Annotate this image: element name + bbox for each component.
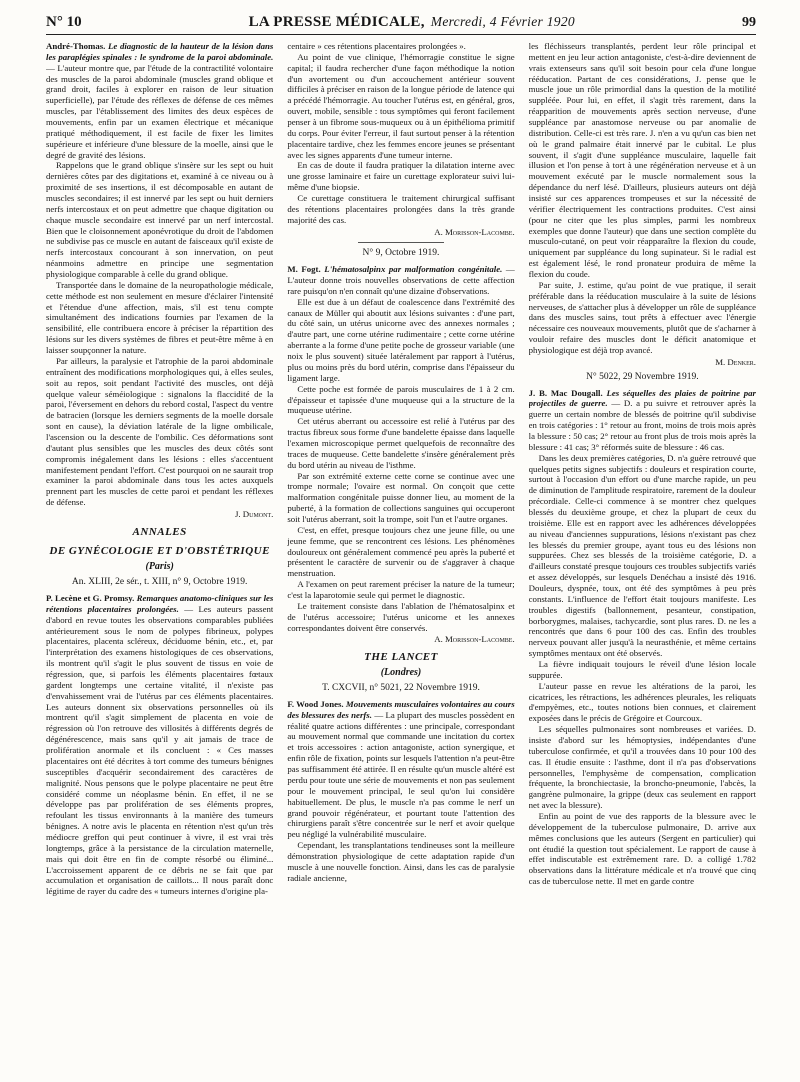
issue-number: N° 10 (46, 14, 82, 30)
article-paragraph: P. Lecène et G. Promsy. Remarques anatomo-cliniques sur les rétentions placentaires prolongées. — Les auteurs passent d'abord en revue toutes les observations comparables publiées antérieurement sous le nom de polypes fibrineux, polypes placentaires, placenta scléreux, déciduome bénin, etc., et, par l'interprétation des examens histologiques de ces observations, ils montrent qu'il s'agit le plus souvent de tissus en voie de régression, que, si parfois les éléments placentaires fœtaux gardent longtemps une certaine vitalité, il n'existe pas d'envahissement vrai de l'utérus par ces éléments placentaires. Les auteurs donnent six observations personnelles où ils montrent qu'il s'agit simplement de placenta en voie de régression où l'on retrouve des villosités à différents degrés de dégénérescence, mais sans qu'il y ait jamais de trace de prolifération anormale et ils concluent : « Ces masses placentaires ont été décrites à tort comme des tumeurs bénignes susceptibles d'acquérir secondairement des caractères de malignité. Nous pensons que le polype placentaire ne peut être considéré comme un néoplasme bénin. En effet, il ne se développe pas par prolifération de ses éléments propres, refoulant les tissus environnants à la manière des tumeurs bénignes. A notre avis le placenta en rétention n'est qu'un très médiocre greffon qui peut continuer à vivre, il est vrai très longtemps, grâce à la persistance de la circulation maternelle, mais qui doit être en fin de compte résorbé ou éliminé... L'accroissement apparent de ce débris ne se fait que par accumulation et organisation de caillots... Il nous paraît donc légitime de rayer du cadre des « tumeurs internes d'origine pla- (46, 593, 274, 897)
article-paragraph: Cette poche est formée de parois musculaires de 1 à 2 cm. d'épaisseur et tapissée d'une muqueuse qui a la structure de la muqueuse utérine. (287, 383, 515, 416)
article-title: Le diagnostic de la hauteur de la lésion dans les paraplégies spinales : le syndrome de la paroi abdominale. (46, 41, 274, 62)
reviewer-signature: A. Morisson-Lacombe. (434, 634, 515, 645)
section-city: (Londres) (380, 666, 422, 678)
article-title: Les séquelles des plaies de poitrine par projectiles de guerre. (528, 387, 756, 409)
article-title: L'hématosalpinx par malformation congénitale. (324, 264, 503, 275)
article-paragraph: J. B. Mac Dougall. Les séquelles des plaies de poitrine par projectiles de guerre. — D. a pu suivre et retrouver après la guerre un certain nombre de blessés de poitrine qu'il subdivise en trois catégories : 1° retour au front, moins de trois mois après la blessure : 50 cas; 2° retour au front plus de trois mois après la blessure : 41 cas; 3° réformés suite de blessure : 46 cas. (528, 387, 756, 452)
article-authors: J. B. Mac Dougall. (528, 387, 603, 398)
article-paragraph: André-Thomas. Le diagnostic de la hauteur de la lésion dans les paraplégies spinales : le syndrome de la paroi abdominale. — L'auteur montre que, par l'étude de la contractilité volontaire des muscles de la paroi abdominale (muscles grand oblique et grand droit, faciles à explorer en raison de leur situation superficielle), par l'étude des réflexes de défense de ces mêmes muscles, par l'établissement des limites des deux espèces de mouvements, enfin par un examen électrique et mécanique pratiqué méthodiquement, il est facile de fixer les limites supérieure et inférieure d'une blessure de la moelle, ainsi que le degré de gravité des lésions. (46, 41, 274, 160)
article-authors: André-Thomas. (46, 41, 106, 51)
article-paragraph: Enfin au point de vue des rapports de la blessure avec le développement de la tuberculose pulmonaire, D. arrive aux mêmes conclusions que les auteurs (Sergent en particulier) qui ont étudié la question tout spécialement. Le rapport de cause à effet indiscutable est extrêmement rare. D. a colligé 1.782 observations dans la littérature médicale et n'a trouvé que cinq cas de tuberculose nette. Il met en garde contre (528, 811, 756, 887)
section-city: (Paris) (145, 560, 174, 572)
article-paragraph: Cet utérus aberrant ou accessoire est relié à l'utérus par des tractus fibreux sous forme d'une bandelette épaisse dans laquelle l'examen microscopique permet quelquefois de reconnaître des traces de muqueuse. Cette bandelette s'insère généralement près du bord utérin au niveau de l'isthme. (287, 416, 515, 470)
article-paragraph: A l'examen on peut rarement préciser la nature de la tumeur; c'est la laparotomie seule qui permet le diagnostic. (287, 579, 515, 600)
article-paragraph: M. Fogt. L'hématosalpinx par malformation congénitale. — L'auteur donne trois nouvelles observations de cette affection rare puisqu'on n'en connaît qu'une dizaine d'observations. (287, 264, 515, 296)
column-2 (287, 41, 514, 1081)
article-title: Remarques anatomo-cliniques sur les rétentions placentaires prolongées. (46, 593, 274, 614)
section-title: THE LANCET (364, 651, 438, 664)
issue-reference: N° 5022, 29 Novembre 1919. (586, 371, 699, 382)
column-1 (46, 41, 273, 1081)
article-paragraph: Au point de vue clinique, l'hémorragie constitue le signe capital; il faudra rechercher d'une façon méthodique la notion d'un avortement ou d'un accouchement antérieur souvent difficiles à préciser en raison de la longue période de latence qui a précédé l'hémorragie. Au toucher l'utérus est, en général, gros, ouvert, mobile, sensible : tous symptômes qui feront facilement penser à un fibrome sous-muqueux ou à un épithélioma primitif du corps. Pour éviter l'erreur, il faut surtout penser à la rétention placentaire tardive, chez les femmes encore jeunes se présentant avec les signes apparents d'une tumeur interne. (287, 51, 515, 160)
article-paragraph: Par suite, J. estime, qu'au point de vue pratique, il serait préférable dans la rééducation musculaire à la suite de lésions nerveuses, de s'attacher plus à développer un rôle de suppléance dans des muscles sains, tout prêts à effectuer avec l'énergie nécessaire ces nouveaux mouvements, plutôt que de s'acharner à vouloir refaire des muscles dont le déficit anatomique et physiologique est déjà trop avancé. (528, 279, 756, 356)
reviewer-signature: J. Dumont. (234, 508, 274, 519)
article-authors: M. Fogt. (287, 264, 321, 275)
section-title: ANNALES (132, 525, 187, 538)
page-number: 99 (742, 15, 756, 30)
article-paragraph: En cas de doute il faudra pratiquer la dilatation interne avec une grosse laminaire et faire un curettage explorateur suivi lui-même d'une biopsie. (287, 160, 515, 193)
article-paragraph: L'auteur passe en revue les altérations de la paroi, les cicatrices, les rétractions, les adhérences pleurales, les reliquats d'empyèmes, etc., toutes notions bien connues, et clairement exposées dans le précis de Grégoire et Courcoux. (528, 680, 756, 724)
article-authors: P. Lecène et G. Promsy. (46, 593, 135, 604)
article-title: Mouvements musculaires volontaires au cours des blessures des nerfs. (287, 698, 515, 720)
section-title: DE GYNÉCOLOGIE ET D'OBSTÉTRIQUE (49, 545, 270, 558)
page-header (46, 14, 756, 35)
text-columns (46, 41, 756, 1081)
article-authors: F. Wood Jones. (287, 698, 344, 709)
article-paragraph: Elle est due à un défaut de coalescence dans l'extrémité des canaux de Müller qui aboutit aux lésions suivantes : d'une part, du côté sain, un utérus unicorne avec des annexes normales ; d'autre part, une corne utérine rudimentaire ; cette corne utérine aberrante a la forme d'une petite poche de grosseur variable (une noix le plus souvent) située latéralement par rapport à l'utérus, plus ou moins près du bord utérin, comprise dans l'épaisseur du ligament large. (287, 296, 515, 383)
article-paragraph: les fléchisseurs transplantés, perdent leur rôle principal et mettent en jeu leur action antagoniste, c'est-à-dire deviennent de vrais extenseurs sans qu'il soit besoin pour cela d'une longue rééducation. Partant de ces considérations, J. pense que le muscle joue un rôle primordial dans la question de la motilité suppléée. Pour lui, en effet, il s'agit très rarement, dans la réapparition de mouvements après section nerveuse, d'une suppléance par anastomose nerveuse ou par anomalie de distribution. Celle-ci est très rare. J. n'en a vu qu'un cas bien net où le grand palmaire était innervé par le cubital. Le plus souvent, il s'agit d'une suppléance musculaire, laquelle fait illusion et l'on pense à tort à une régénération nerveuse et à un mouvement exécuté par le muscle normalement sous la dépendance du nerf lésé. D'ailleurs, plusieurs auteurs ont déjà insisté sur ces apparences trompeuses et sur la nécessité de vérifier électriquement les contractions produites. C'est ainsi (pour ne citer que les plus simples, parmi les nombreux exemples que donne l'auteur) que dans une section complète du musculo-cutané, on peut voir réapparaître la flexion du coude, uniquement par suppléance du long supinateur. Si le radial est est également lésé, le rond pronateur produira de même la flexion du coude. (528, 41, 756, 280)
article-paragraph: F. Wood Jones. Mouvements musculaires volontaires au cours des blessures des nerfs. — La plupart des muscles possèdent en réalité quatre actions différentes : une principale, correspondant au mouvement normal que commande une incitation du cortex et trois accessoires : action antagoniste, action synergique, et enfin rôle de fixation, points sur lesquels l'attention n'a peut-être pas suffisamment été attirée. Il en résulte qu'un muscle altéré est perdu pour toute une série de mouvements et non pas seulement pour le mouvement principal, le seul qu'on lui considère habituellement. De plus, le muscle n'a pas comme le nerf un grand pouvoir régénérateur, et pourtant toute l'attention des chirurgiens paraît s'être concentrée sur le nerf et avoir quelque peu négligé la vulnérabilité musculaire. (287, 698, 515, 840)
journal-name: LA PRESSE MÉDICALE, (248, 14, 425, 30)
reviewer-signature: A. Morisson-Lacombe. (434, 226, 515, 237)
article-paragraph: Par son extrémité externe cette corne se continue avec une trompe normale; l'ovaire est normal. On conçoit que cette malformation congénitale puisse donner lieu, au moment de la puberté, à la formation de collections sanguines qui occuperont soit l'utérus aberrant, soit la trompe, soit l'un et l'autre organes. (287, 470, 515, 524)
issue-reference: An. XLIII, 2e sér., t. XIII, n° 9, Octobre 1919. (71, 577, 248, 588)
article-paragraph: Rappelons que le grand oblique s'insère sur les sept ou huit dernières côtes par des digitations et, examiné à ce niveau ou à proximité de ses insertions, il est décomposable en autant de muscles secondaires; il est innervé par les sept ou huit derniers nerfs intercostaux et on peut admettre que chaque digitation ou chaque muscle secondaire est innervé par un nerf intercostal. Bien que le cloisonnement aponévrotique du droit de l'abdomen ne subdivise pas ce muscle en autant de faisceaux qu'il existe de nerfs intercostaux concourant à son innervation, on peut néanmoins admettre en principe une segmentation physiologique comparable à celle du grand oblique. (46, 160, 274, 280)
article-paragraph: Ce curettage constituera le traitement chirurgical suffisant des rétentions placentaires prolongées dans la très grande majorité des cas. (287, 193, 515, 225)
article-paragraph: Par ailleurs, la paralysie et l'atrophie de la paroi abdominale entraînent des modifications morphologiques qui, à elles seules, soit au repos, soit pendant l'activité des muscles, ont déjà quelque valeur séméiologique : signalons la flaccidité de la paroi, l'éversement en dehors du rebord costal, l'aspect du ventre de batracien (lorsque les derniers segments de la moelle dorsale sont en cause), la déviation latérale de la ligne ombilicale, l'ascension ou la descente de l'ombilic. Ces déformations sont d'autant plus sensibles que les muscles des deux côtés sont compromis inégalement dans les lésions : elles s'accentuent manifestement pendant l'effort. C'est pourquoi on ne saurait trop examiner la paroi abdominale dans tous les actes auxquels prennent part les muscles de cette paroi et pendant les réflexes de défense. (46, 355, 274, 508)
article-paragraph: C'est, en effet, presque toujours chez une jeune fille, ou une jeune femme, que se rencontrent ces lésions. Les phénomènes douloureux ont généralement commencé peu après la puberté et présentent le caractère de survenir ou de s'aggraver à chaque menstruation. (287, 524, 515, 579)
article-paragraph: Transportée dans le domaine de la neuropathologie médicale, cette méthode est non seulement en mesure d'éclairer l'intensité et l'étendue d'une affection, mais, s'il est tenu compte simultanément des indications fournies par l'examen de la sensibilité, elle contribuera encore à préciser la répartition des lésions sur les divers systèmes de fibres et peut-être même à en laisser soupçonner la nature. (46, 279, 274, 356)
issue-reference: N° 9, Octobre 1919. (362, 248, 440, 259)
divider (358, 242, 444, 243)
journal-title (249, 14, 575, 31)
reviewer-signature: M. Denker. (715, 356, 756, 367)
issue-reference: T. CXCVII, n° 5021, 22 Novembre 1919. (322, 683, 480, 694)
article-paragraph: Les séquelles pulmonaires sont nombreuses et variées. D. insiste d'abord sur les hémoptysies, indépendantes d'une tuberculose confirmée, et qu'il a trouvées dans 10 pour 100 des cas. Il étudie ensuite : l'asthme, dont il n'a pas d'observations personnelles, l'emphysème de compensation, complication fréquente, la bronchiectasie, la broncho-pneumonie, l'abcès, la gangrène pulmonaire, la grippe (deux cas seulement en rapport net avec la blessure). (528, 724, 756, 811)
article-paragraph: La fièvre indiquait toujours le réveil d'une lésion locale suppurée. (528, 658, 756, 680)
column-3 (529, 41, 756, 1081)
article-paragraph: Cependant, les transplantations tendineuses sont la meilleure démonstration physiologique de cette adaptation rapide d'un muscle à une nouvelle fonction. Ainsi, dans les cas de paralysie radiale ancienne, (287, 840, 515, 883)
article-paragraph: centaire » ces rétentions placentaires prolongées ». (287, 41, 466, 51)
issue-date: Mercredi, 4 Février 1920 (430, 14, 575, 29)
article-paragraph: Dans les deux premières catégories, D. n'a guère retrouvé que quelques petits signes subjectifs : douleurs et respiration courte, surtout à l'occasion d'un effort ou d'une marche rapide, un peu de diminution de l'amplitude respiratoire, rarement de la douleur précordiale. Celle-ci commence à se montrer chez quelques blessés du deuxième groupe, et chez la plupart de ceux du troisième. Elle est en rapport avec les adhérences développées au niveau d'anciennes suppurations, lésions n'existant pas chez les blessés du premier groupe, ayant tous eu des lésions non suppurées. Chez ses blessés de la troisième catégorie, D. a d'ailleurs constaté presque toujours ces troubles subjectifs variés et assez développés, sur lesquels Denéchau a insisté dès 1916. Douleurs, dyspnée, toux, ont été des symptômes à peu près constants. L'influence de l'effort était toujours manifeste. Les troubles digestifs (ballonnement, pesanteur, constipation, borborygmes, malaises, tachycardie, sont plus rares. D. ne les a rencontrés que dans 6 pour 100 des cas. Enfin des troubles nerveux pouvant aller jusqu'à la neurasthénie, et même certains symptômes mentaux ont été observés. (528, 452, 756, 659)
article-paragraph: Le traitement consiste dans l'ablation de l'hématosalpinx et de l'utérus accessoire; l'utérus unicorne et les annexes correspondantes doivent être conservés. (287, 600, 515, 633)
